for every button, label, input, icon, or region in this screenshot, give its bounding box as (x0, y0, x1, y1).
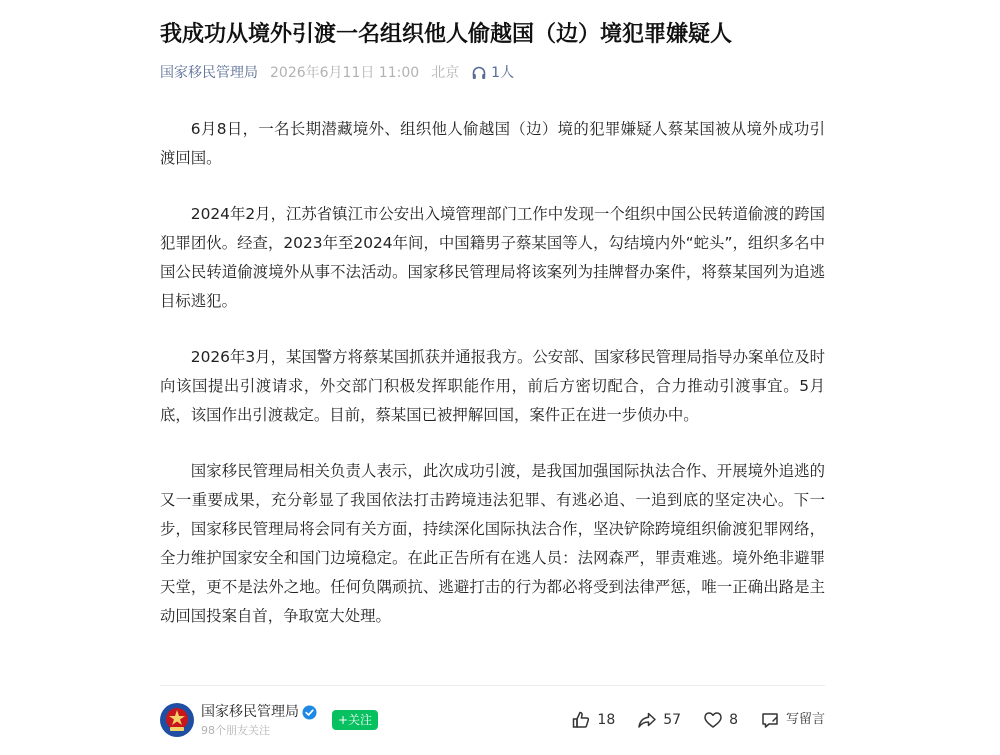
like-count: 18 (597, 712, 616, 728)
comment-icon (760, 710, 780, 730)
article-footer (160, 700, 825, 742)
verified-badge-icon (302, 705, 317, 720)
article-source-link[interactable]: 国家移民管理局 (160, 65, 258, 81)
heart-icon (703, 710, 723, 730)
publish-location: 北京 (431, 65, 460, 81)
favorite-button[interactable] (703, 709, 738, 731)
write-comment-button[interactable] (760, 709, 825, 731)
like-button[interactable] (571, 709, 615, 731)
thumbs-up-icon (571, 710, 591, 730)
share-button[interactable] (637, 709, 681, 731)
listen-count: 1人 (491, 65, 515, 81)
write-comment-label: 写留言 (785, 712, 825, 727)
article-paragraph: 2026年3月，某国警方将蔡某国抓获并通报我方。公安部、国家移民管理局指导办案单位及时向该国提出引渡请求，外交部门积极发挥职能作用，前后方密切配合，合力推动引渡事宜。5月底，该国作出引渡裁定。目前，蔡某国已被押解回国，案件正在进一步侦办中。 (160, 348, 825, 424)
share-icon (637, 710, 657, 730)
article-paragraph: 国家移民管理局相关负责人表示，此次成功引渡，是我国加强国际执法合作、开展境外追逃的又一重要成果，充分彰显了我国依法打击跨境违法犯罪、有逃必追、一追到底的坚定决心。下一步，国家移民管理局将会同有关方面，持续深化国际执法合作，坚决铲除跨境组织偷渡犯罪网络，全力维护国家安全和国门边境稳定。在此正告所有在逃人员：法网森严，罪责难逃。境外绝非避罪天堂，更不是法外之地。任何负隅顽抗、逃避打击的行为都必将受到法律严惩，唯一正确出路是主动回国投案自首，争取宽大处理。 (160, 462, 825, 625)
article-body (160, 115, 825, 658)
police-emblem-icon (160, 703, 194, 737)
account-name: 国家移民管理局 (201, 704, 299, 720)
favorite-count: 8 (729, 712, 738, 728)
account-name-link[interactable] (201, 702, 317, 722)
friends-following-count: 98个朋友关注 (201, 724, 270, 737)
article-meta (160, 63, 514, 83)
listen-button[interactable] (471, 63, 514, 83)
follow-button[interactable]: +关注 (332, 710, 378, 730)
headphones-icon (471, 65, 487, 81)
article-title: 我成功从境外引渡一名组织他人偷越国（边）境犯罪嫌疑人 (160, 22, 733, 47)
article-paragraph: 2024年2月，江苏省镇江市公安出入境管理部门工作中发现一个组织中国公民转道偷渡的跨国犯罪团伙。经查，2023年至2024年间，中国籍男子蔡某国等人，勾结境内外“蛇头”，组织多名中国公民转道偷渡境外从事不法活动。国家移民管理局将该案列为挂牌督办案件，将蔡某国列为追逃目标逃犯。 (160, 205, 825, 310)
account-avatar[interactable] (160, 703, 194, 737)
article-paragraph: 6月8日，一名长期潜藏境外、组织他人偷越国（边）境的犯罪嫌疑人蔡某国被从境外成功引渡回国。 (160, 120, 825, 167)
footer-divider (160, 685, 825, 686)
article-actions (549, 709, 825, 731)
share-count: 57 (663, 712, 682, 728)
publish-date: 2026年6月11日 11:00 (270, 65, 420, 81)
